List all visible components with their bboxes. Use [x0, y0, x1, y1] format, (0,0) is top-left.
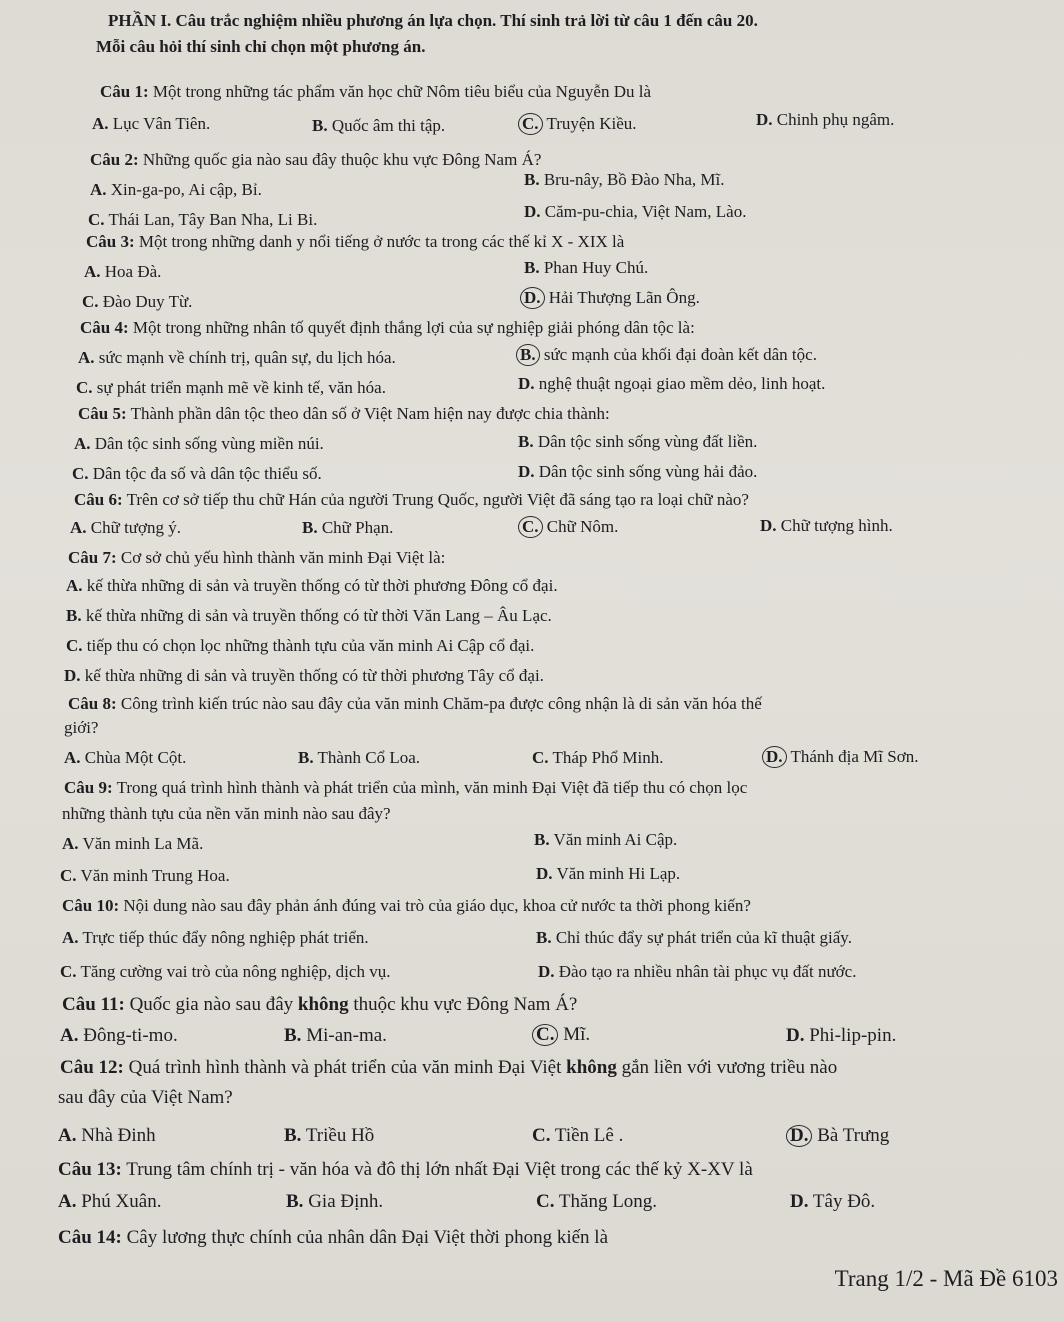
q4-option-a[interactable]: A. sức mạnh về chính trị, quân sự, du lịch hóa. [78, 348, 396, 367]
q12-option-a[interactable]: A. Nhà Đinh [58, 1125, 156, 1146]
q7-option-c[interactable]: C. tiếp thu có chọn lọc những thành tựu của văn minh Ai Cập cổ đại. [66, 636, 535, 655]
q11-option-b[interactable]: B. Mi-an-ma. [284, 1025, 387, 1046]
q1-option-b[interactable]: B. Quốc âm thi tập. [312, 116, 446, 135]
question-12-cont: sau đây của Việt Nam? [58, 1087, 233, 1108]
q12-option-b[interactable]: B. Triều Hồ [284, 1125, 375, 1146]
selected-mark: B. [516, 344, 540, 366]
q12-option-c[interactable]: C. Tiền Lê . [532, 1125, 624, 1146]
selected-mark: C. [518, 113, 543, 135]
question-6: Câu 6: Trên cơ sở tiếp thu chữ Hán của người Trung Quốc, người Việt đã sáng tạo ra loại chữ nào? [74, 490, 749, 509]
q10-option-a[interactable]: A. Trực tiếp thúc đẩy nông nghiệp phát triển. [62, 928, 369, 947]
question-8: Câu 8: Công trình kiến trúc nào sau đây của văn minh Chăm-pa được công nhận là di sản văn hóa thế [68, 694, 762, 713]
q6-option-b[interactable]: B. Chữ Phạn. [302, 518, 394, 537]
q9-option-b[interactable]: B. Văn minh Ai Cập. [534, 830, 678, 849]
q13-option-b[interactable]: B. Gia Định. [286, 1191, 384, 1212]
q5-option-c[interactable]: C. Dân tộc đa số và dân tộc thiểu số. [72, 464, 322, 483]
question-8-cont: giới? [64, 718, 99, 737]
question-9-cont: những thành tựu của nền văn minh nào sau đây? [62, 804, 391, 823]
page-footer: Trang 1/2 - Mã Đề 6103 [834, 1266, 1058, 1291]
question-7: Câu 7: Cơ sở chủ yếu hình thành văn minh Đại Việt là: [68, 548, 446, 567]
q4-option-c[interactable]: C. sự phát triển mạnh mẽ về kinh tế, văn hóa. [76, 378, 386, 397]
q2-option-c[interactable]: C. Thái Lan, Tây Ban Nha, Li Bi. [88, 210, 318, 229]
q3-option-a[interactable]: A. Hoa Đà. [84, 262, 162, 281]
question-11: Câu 11: Quốc gia nào sau đây không thuộc khu vực Đông Nam Á? [62, 994, 578, 1015]
selected-mark: D. [520, 287, 545, 309]
q9-option-c[interactable]: C. Văn minh Trung Hoa. [60, 866, 230, 885]
question-10: Câu 10: Nội dung nào sau đây phản ánh đúng vai trò của giáo dục, khoa cử nước ta thời phong kiến? [62, 896, 751, 915]
q8-option-b[interactable]: B. Thành Cổ Loa. [298, 748, 420, 767]
q8-option-a[interactable]: A. Chùa Một Cột. [64, 748, 187, 767]
q3-option-c[interactable]: C. Đào Duy Từ. [82, 292, 193, 311]
q11-option-a[interactable]: A. Đông-ti-mo. [60, 1025, 178, 1046]
q13-option-c[interactable]: C. Thăng Long. [536, 1191, 658, 1212]
question-14: Câu 14: Cây lương thực chính của nhân dân Đại Việt thời phong kiến là [58, 1227, 608, 1248]
selected-mark: C. [532, 1024, 558, 1046]
q13-option-d[interactable]: D. Tây Đô. [790, 1191, 876, 1212]
q3-option-b[interactable]: B. Phan Huy Chú. [524, 258, 649, 277]
q1-option-c[interactable]: C. Truyện Kiều. [518, 112, 637, 136]
q4-option-b[interactable]: B. sức mạnh của khối đại đoàn kết dân tộc. [516, 343, 817, 367]
selected-mark: D. [786, 1125, 812, 1147]
q5-option-b[interactable]: B. Dân tộc sinh sống vùng đất liền. [518, 432, 758, 451]
q12-option-d[interactable]: D. Bà Trưng [786, 1124, 889, 1148]
question-12: Câu 12: Quá trình hình thành và phát triển của văn minh Đại Việt không gắn liền với vương triều nào [60, 1057, 838, 1078]
q8-option-c[interactable]: C. Tháp Phổ Minh. [532, 748, 664, 767]
q4-option-d[interactable]: D. nghệ thuật ngoại giao mềm dẻo, linh hoạt. [518, 374, 826, 393]
q1-option-a[interactable]: A. Lục Vân Tiên. [92, 114, 211, 133]
q13-option-a[interactable]: A. Phú Xuân. [58, 1191, 162, 1212]
part-title: PHẦN I. Câu trắc nghiệm nhiều phương án lựa chọn. Thí sinh trả lời từ câu 1 đến câu 20. [108, 11, 758, 30]
q5-option-a[interactable]: A. Dân tộc sinh sống vùng miền núi. [74, 434, 324, 453]
q5-option-d[interactable]: D. Dân tộc sinh sống vùng hải đảo. [518, 462, 758, 481]
q2-option-d[interactable]: D. Căm-pu-chia, Việt Nam, Lào. [524, 202, 747, 221]
q6-option-a[interactable]: A. Chữ tượng ý. [70, 518, 182, 537]
q8-option-d[interactable]: D. Thánh địa Mĩ Sơn. [762, 745, 918, 769]
q7-option-b[interactable]: B. kế thừa những di sản và truyền thống có từ thời Văn Lang – Âu Lạc. [66, 606, 552, 625]
selected-mark: C. [518, 516, 543, 538]
q11-option-d[interactable]: D. Phi-lip-pin. [786, 1025, 897, 1046]
q10-option-b[interactable]: B. Chỉ thúc đẩy sự phát triển của kĩ thuật giấy. [536, 928, 852, 947]
question-1: Câu 1: Một trong những tác phẩm văn học chữ Nôm tiêu biểu của Nguyễn Du là [100, 82, 651, 101]
question-3: Câu 3: Một trong những danh y nổi tiếng ở nước ta trong các thế kỉ X - XIX là [86, 232, 625, 251]
q2-option-b[interactable]: B. Bru-nây, Bồ Đào Nha, Mĩ. [524, 170, 725, 189]
q11-option-c[interactable]: C. Mĩ. [532, 1023, 590, 1047]
q3-option-d[interactable]: D. Hải Thượng Lãn Ông. [520, 286, 700, 310]
q2-option-a[interactable]: A. Xin-ga-po, Ai cập, Bỉ. [90, 180, 262, 199]
q6-option-d[interactable]: D. Chữ tượng hình. [760, 516, 893, 535]
question-13: Câu 13: Trung tâm chính trị - văn hóa và đô thị lớn nhất Đại Việt trong các thế kỷ X-XV là [58, 1159, 753, 1180]
q9-option-d[interactable]: D. Văn minh Hi Lạp. [536, 864, 681, 883]
q9-option-a[interactable]: A. Văn minh La Mã. [62, 834, 204, 853]
q7-option-a[interactable]: A. kế thừa những di sản và truyền thống có từ thời phương Đông cổ đại. [66, 576, 558, 595]
q7-option-d[interactable]: D. kế thừa những di sản và truyền thống có từ thời phương Tây cổ đại. [64, 666, 544, 685]
instruction: Mỗi câu hỏi thí sinh chỉ chọn một phương án. [96, 37, 426, 56]
question-5: Câu 5: Thành phần dân tộc theo dân số ở Việt Nam hiện nay được chia thành: [78, 404, 610, 423]
q1-option-d[interactable]: D. Chinh phụ ngâm. [756, 110, 895, 129]
question-9: Câu 9: Trong quá trình hình thành và phát triển của mình, văn minh Đại Việt đã tiếp thu có chọn lọc [64, 778, 748, 797]
q6-option-c[interactable]: C. Chữ Nôm. [518, 515, 618, 539]
question-4: Câu 4: Một trong những nhân tố quyết định thắng lợi của sự nghiệp giải phóng dân tộc là: [80, 318, 695, 337]
q10-option-c[interactable]: C. Tăng cường vai trò của nông nghiệp, dịch vụ. [60, 962, 391, 981]
selected-mark: D. [762, 746, 787, 768]
q10-option-d[interactable]: D. Đào tạo ra nhiều nhân tài phục vụ đất nước. [538, 962, 857, 981]
question-2: Câu 2: Những quốc gia nào sau đây thuộc khu vực Đông Nam Á? [90, 150, 542, 169]
